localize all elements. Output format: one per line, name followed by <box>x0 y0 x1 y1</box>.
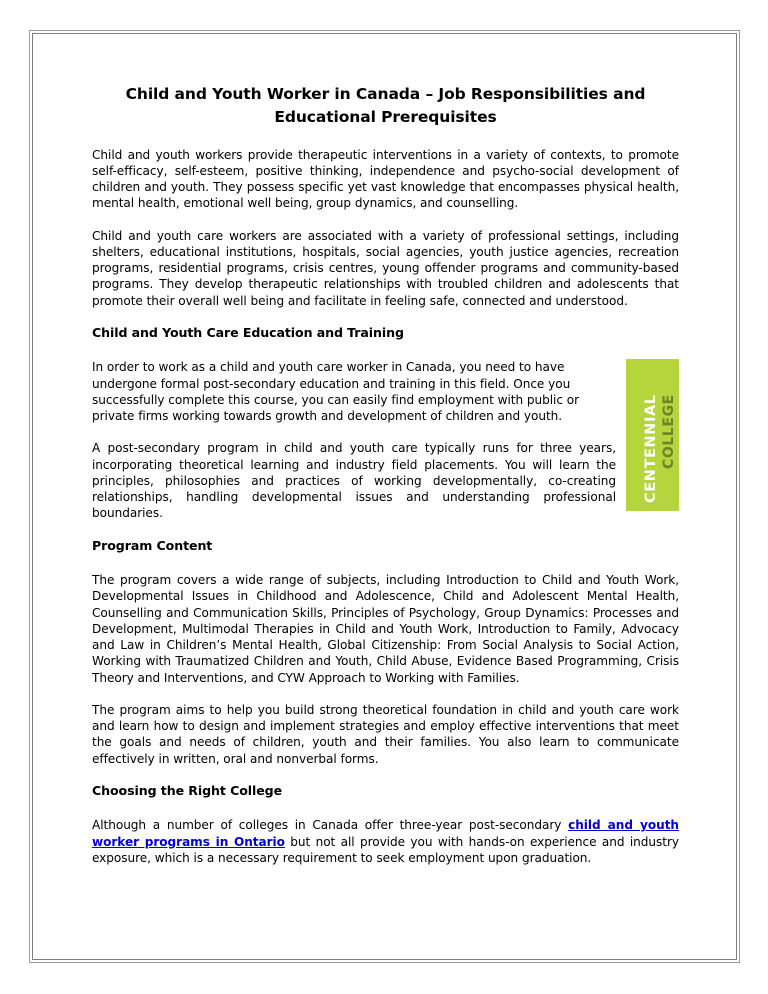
logo-secondary-word: COLLEGE <box>661 394 677 470</box>
page-title: Child and Youth Worker in Canada – Job Responsibilities and Educational Prerequisites <box>125 85 646 127</box>
logo-primary-word: CENTENNIAL <box>643 394 659 504</box>
centennial-college-logo <box>626 359 679 511</box>
section-heading-choosing-the-right-college: Choosing the Right College <box>92 782 283 798</box>
section-heading-education-and-training: Child and Youth Care Education and Training <box>92 324 404 340</box>
paragraph-program-structure: A post-secondary program in child and youth care typically runs for three years, incorporating theoretical learning and industry field placements. You will learn the principles, philosophies and practices of working developmentally, co-creating relationships, handling developmental issues and understanding professional boundaries. <box>92 441 616 521</box>
logo-box <box>626 359 679 511</box>
paragraph-program-aims: The program aims to help you build strong theoretical foundation in child and youth care work and learn how to design and implement strategies and employ effective interventions that meet the goals and needs of children, youth and their families. You also learn to communicate effectively in written, oral and nonverbal forms. <box>92 702 679 766</box>
paragraph-program-subjects: The program covers a wide range of subjects, including Introduction to Child and Youth Work, Developmental Issues in Childhood and Adolescence, Child and Adolescent Mental Health, Counselling and Communication Skills, Principles of Psychology, Group Dynamics: Processes and Development, Multimodal Therapies in Child and Youth Work, Introduction to Family, Advocacy and Law in Children’s Mental Health, Global Citizenship: From Social Analysis to Social Action, Working with Traumatized Children and Youth, Child Abuse, Evidence Based Programming, Crisis Theory and Interventions, and CYW Approach to Working with Families. <box>92 573 679 685</box>
paragraph-choosing-college-lead-text: Although a number of colleges in Canada offer three-year post-secondary <box>92 818 569 833</box>
paragraph-choosing-college <box>92 817 679 866</box>
paragraph-post-secondary-requirement: In order to work as a child and youth care worker in Canada, you need to have undergone formal post-secondary education and training in this field. Once you successfully complete this course, you can easily find employment with public or private firms working towards growth and development of children and youth. <box>92 360 580 424</box>
paragraph-professional-settings: Child and youth care workers are associated with a variety of professional settings, including shelters, educational institutions, hospitals, social agencies, youth justice agencies, recreation programs, residential programs, crisis centres, young offender programs and community-based programs. They develop therapeutic relationships with troubled children and adolescents that promote their overall well being and facilitate in feeling safe, connected and understood. <box>92 228 679 308</box>
document-page-frame <box>29 30 740 963</box>
child-and-youth-worker-programs-link[interactable]: child and youth worker programs in Ontario <box>92 818 679 849</box>
paragraph-choosing-college-trailing-text: but not all provide you with hands-on experience and industry exposure, which is a necessary requirement to seek employment upon graduation. <box>92 834 679 865</box>
document-content <box>92 83 679 882</box>
paragraph-intro-roles: Child and youth workers provide therapeutic interventions in a variety of contexts, to promote self-efficacy, self-esteem, positive thinking, independence and psycho-social development of children and youth. They possess specific yet vast knowledge that encompasses physical health, mental health, emotional well being, group dynamics, and counselling. <box>92 147 679 211</box>
section-heading-program-content: Program Content <box>92 537 213 553</box>
